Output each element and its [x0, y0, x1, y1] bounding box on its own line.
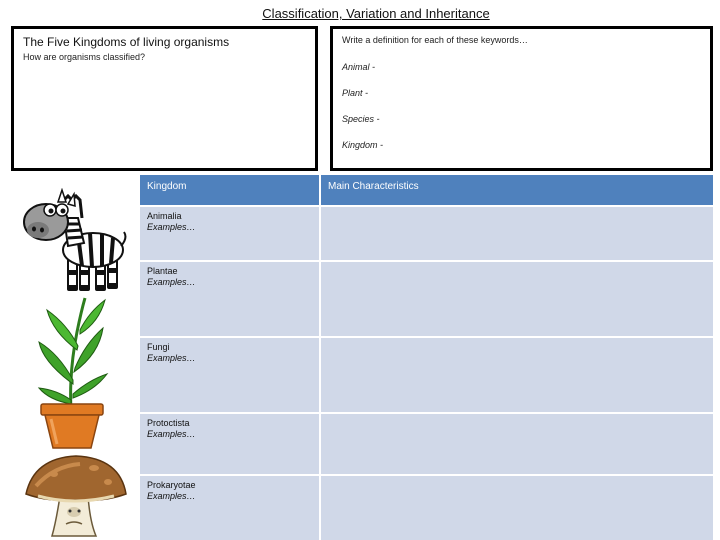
characteristics-cell[interactable] [321, 414, 713, 474]
table-row [140, 476, 319, 540]
classification-question: How are organisms classified? [23, 52, 146, 62]
table-row [140, 414, 319, 474]
table-row [140, 207, 319, 260]
characteristics-cell[interactable] [321, 207, 713, 260]
kingdom-examples: Examples… [147, 353, 196, 363]
table-row [140, 262, 319, 336]
kingdom-examples: Examples… [147, 277, 196, 287]
characteristics-cell[interactable] [321, 338, 713, 412]
kingdom-examples: Examples… [147, 491, 196, 501]
kingdom-name: Plantae [147, 266, 178, 276]
keyword-plant: Plant - [342, 88, 369, 98]
header-kingdom: Kingdom [140, 175, 319, 205]
kingdom-table [140, 175, 713, 540]
keyword-definitions-box [330, 26, 713, 171]
kingdom-name: Prokaryotae [147, 480, 196, 490]
definitions-prompt: Write a definition for each of these keywords… [342, 35, 528, 45]
page-title: Classification, Variation and Inheritance [262, 6, 490, 21]
five-kingdoms-heading: The Five Kingdoms of living organisms [23, 35, 230, 49]
mushroom-illustration [24, 452, 128, 540]
characteristics-cell[interactable] [321, 262, 713, 336]
kingdom-name: Fungi [147, 342, 170, 352]
header-main-characteristics: Main Characteristics [321, 175, 713, 205]
keyword-kingdom: Kingdom - [342, 140, 384, 150]
kingdom-examples: Examples… [147, 429, 196, 439]
kingdom-name: Protoctista [147, 418, 190, 428]
table-row [140, 338, 319, 412]
zebra-illustration [18, 188, 128, 298]
potted-plant-illustration [33, 292, 113, 452]
five-kingdoms-box [11, 26, 318, 171]
kingdom-name: Animalia [147, 211, 182, 221]
keyword-animal: Animal - [342, 62, 376, 72]
characteristics-cell[interactable] [321, 476, 713, 540]
kingdom-examples: Examples… [147, 222, 196, 232]
keyword-species: Species - [342, 114, 380, 124]
